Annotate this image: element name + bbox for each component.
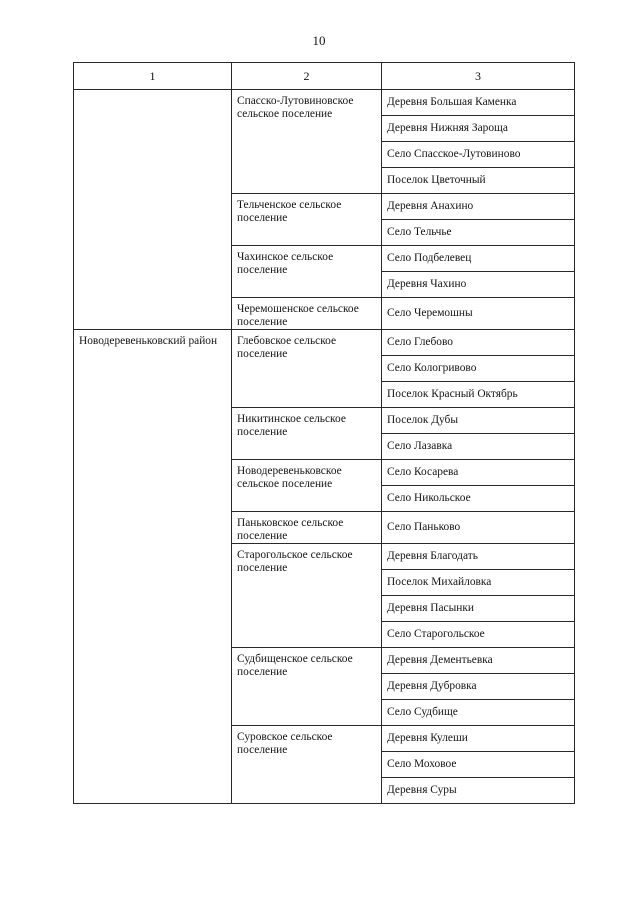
locality-cell: Село Глебово — [382, 330, 575, 356]
table-body — [74, 63, 575, 804]
settlements-table — [73, 62, 575, 804]
table-row — [74, 90, 575, 116]
locality-cell: Село Никольское — [382, 486, 575, 512]
locality-cell: Село Моховое — [382, 752, 575, 778]
locality-cell: Деревня Суры — [382, 778, 575, 804]
page-number: 10 — [312, 33, 326, 48]
locality-cell: Деревня Нижняя Зароща — [382, 116, 575, 142]
settlement-cell: Паньковское сельское поселение — [232, 512, 382, 544]
settlement-cell: Тельченское сельское поселение — [232, 194, 382, 246]
table-row — [74, 330, 575, 356]
locality-cell: Село Судбище — [382, 700, 575, 726]
locality-cell: Деревня Большая Каменка — [382, 90, 575, 116]
locality-cell: Поселок Михайловка — [382, 570, 575, 596]
locality-cell: Село Тельчье — [382, 220, 575, 246]
locality-cell: Село Старогольское — [382, 622, 575, 648]
settlement-cell: Суровское сельское поселение — [232, 726, 382, 804]
locality-cell: Деревня Кулеши — [382, 726, 575, 752]
settlement-cell: Новодеревеньковское сельское поселение — [232, 460, 382, 512]
locality-cell: Село Спасское-Лутовиново — [382, 142, 575, 168]
table-header-row — [74, 63, 575, 90]
settlement-cell: Старогольское сельское поселение — [232, 544, 382, 648]
locality-cell: Село Лазавка — [382, 434, 575, 460]
column-header-2: 2 — [232, 63, 382, 90]
locality-cell: Поселок Цветочный — [382, 168, 575, 194]
column-header-1: 1 — [74, 63, 232, 90]
locality-cell: Село Косарева — [382, 460, 575, 486]
district-cell — [74, 90, 232, 330]
settlement-cell: Спасско-Лутовиновское сельское поселение — [232, 90, 382, 194]
locality-cell: Село Подбелевец — [382, 246, 575, 272]
locality-cell: Деревня Благодать — [382, 544, 575, 570]
locality-cell: Деревня Пасынки — [382, 596, 575, 622]
district-cell: Новодеревеньковский район — [74, 330, 232, 804]
locality-cell: Деревня Чахино — [382, 272, 575, 298]
column-header-3: 3 — [382, 63, 575, 90]
settlement-cell: Чахинское сельское поселение — [232, 246, 382, 298]
locality-cell: Село Паньково — [382, 512, 575, 544]
locality-cell: Село Кологривово — [382, 356, 575, 382]
settlement-cell: Черемошенское сельское поселение — [232, 298, 382, 330]
locality-cell: Село Черемошны — [382, 298, 575, 330]
locality-cell: Поселок Красный Октябрь — [382, 382, 575, 408]
locality-cell: Поселок Дубы — [382, 408, 575, 434]
locality-cell: Деревня Дементьевка — [382, 648, 575, 674]
locality-cell: Деревня Анахино — [382, 194, 575, 220]
locality-cell: Деревня Дубровка — [382, 674, 575, 700]
settlement-cell: Никитинское сельское поселение — [232, 408, 382, 460]
settlement-cell: Глебовское сельское поселение — [232, 330, 382, 408]
settlement-cell: Судбищенское сельское поселение — [232, 648, 382, 726]
